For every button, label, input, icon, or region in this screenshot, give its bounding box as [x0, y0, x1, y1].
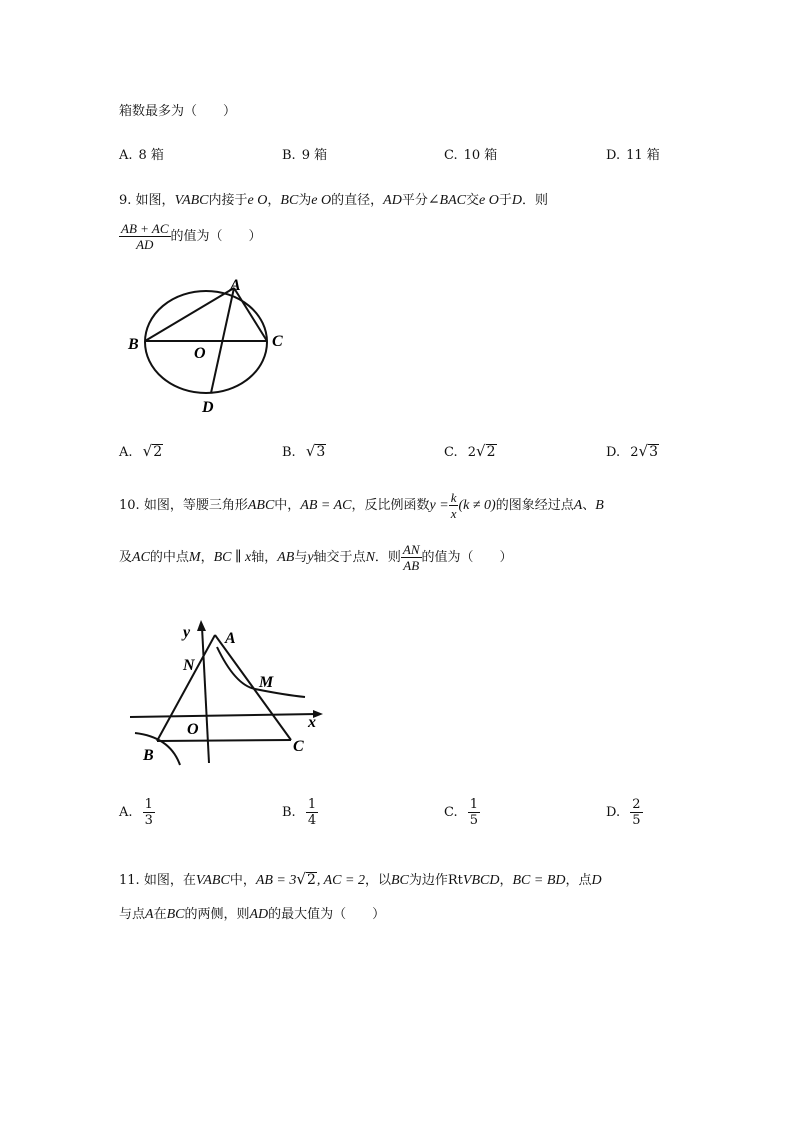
- fraction-denominator: x: [450, 506, 457, 521]
- text: ，反比例函数: [351, 498, 430, 513]
- math: AB = 3: [255, 873, 297, 888]
- label-x: x: [308, 714, 316, 731]
- segment-ab: [145, 288, 234, 341]
- math: M: [188, 550, 201, 565]
- radicand: 3: [316, 444, 326, 460]
- label-y: y: [183, 624, 191, 641]
- q10-line-2: [119, 541, 513, 575]
- option-label: D.: [606, 445, 621, 460]
- sqrt: √3: [638, 442, 658, 460]
- fraction-denominator: AD: [136, 237, 154, 252]
- text: 平分: [401, 193, 428, 208]
- math: AC: [132, 550, 150, 565]
- math: D: [511, 193, 522, 208]
- text: ，以: [364, 873, 391, 888]
- text: 的最大值为（ ）: [268, 907, 386, 922]
- sqrt: √2: [476, 442, 496, 460]
- q11-line-2: [119, 907, 385, 923]
- math: ∠BAC: [427, 193, 466, 208]
- math: ABC: [247, 498, 275, 513]
- option-label: B.: [282, 805, 296, 820]
- fraction: [119, 221, 171, 252]
- segment-ac: [234, 288, 267, 341]
- option-label: A.: [119, 445, 133, 460]
- sqrt: √3: [305, 442, 326, 460]
- fraction-numerator: 1: [469, 797, 479, 812]
- fraction-denominator: 3: [144, 813, 153, 828]
- q8-option-a: [119, 148, 164, 164]
- text: ．则: [521, 193, 548, 208]
- q8-option-c: [444, 148, 497, 164]
- sqrt: √2: [296, 870, 316, 888]
- fraction: [401, 542, 422, 573]
- text: 与点: [119, 907, 146, 922]
- text: ，: [267, 193, 281, 208]
- hyperbola-branch-3: [135, 733, 180, 765]
- q9-option-a: [119, 443, 163, 461]
- text: 的两侧，则: [184, 907, 250, 922]
- q9-line-2: [119, 220, 262, 254]
- radicand: 2: [486, 444, 496, 460]
- math: y: [307, 550, 314, 565]
- text: ，: [200, 550, 214, 565]
- label-o: O: [194, 345, 206, 362]
- fraction: [143, 797, 155, 828]
- math: VBCD: [462, 873, 500, 888]
- text: 内接于: [208, 193, 248, 208]
- fraction-numerator: k: [450, 490, 457, 505]
- math: (k ≠ 0): [458, 498, 496, 513]
- text: 的图象经过点: [495, 498, 574, 513]
- q9-line-1: [119, 193, 548, 209]
- text: 中，: [229, 873, 256, 888]
- math: y =: [429, 498, 449, 513]
- text: 及: [119, 550, 133, 565]
- text: 为边作: [408, 873, 448, 888]
- math: N: [365, 550, 375, 565]
- math: BC: [390, 873, 409, 888]
- fraction-numerator: AB + AC: [121, 221, 169, 236]
- text: 中，: [274, 498, 301, 513]
- math: BC = BD: [512, 873, 566, 888]
- option-coef: 2: [630, 445, 639, 460]
- math: A: [145, 907, 154, 922]
- sqrt: √2: [142, 442, 163, 460]
- q9-option-d: [606, 443, 659, 461]
- math: Rt: [447, 873, 463, 888]
- text: 为: [298, 193, 312, 208]
- q10-option-a: [119, 796, 155, 830]
- math: BC ∥ x: [213, 550, 252, 565]
- fraction-k-over-x: [449, 490, 459, 521]
- text: 于: [498, 193, 512, 208]
- label-b: B: [143, 747, 154, 764]
- radicand: 3: [649, 444, 658, 460]
- text: ．则: [374, 550, 401, 565]
- math: VABC: [174, 193, 209, 208]
- option-label: A.: [119, 805, 133, 820]
- option-label: B.: [282, 148, 296, 163]
- q9-option-b: [282, 443, 326, 461]
- question-number: 11.: [119, 873, 140, 888]
- math: A: [573, 498, 583, 513]
- label-c: C: [293, 738, 304, 755]
- option-label: B.: [282, 445, 296, 460]
- label-c: C: [272, 333, 283, 350]
- label-a: A: [230, 277, 241, 294]
- option-text: 9 箱: [301, 148, 328, 163]
- option-coef: 2: [467, 445, 477, 460]
- text: ，点: [565, 873, 592, 888]
- q9-figure: [120, 270, 300, 420]
- label-a: A: [225, 630, 236, 647]
- math: , AC = 2: [316, 873, 365, 888]
- fraction-numerator: 2: [632, 797, 641, 812]
- option-text: 10 箱: [463, 148, 498, 163]
- q8-option-d: [606, 148, 660, 164]
- question-number: 10.: [119, 498, 140, 513]
- fraction-numerator: 1: [144, 797, 153, 812]
- text: 的值为（ ）: [170, 229, 262, 244]
- label-n: N: [183, 657, 195, 674]
- q8-option-b: [282, 148, 327, 164]
- q10-option-d: [606, 796, 643, 830]
- text: 交: [466, 193, 480, 208]
- fraction-denominator: 4: [307, 813, 317, 828]
- text: 、: [582, 498, 596, 513]
- text: 如图，在: [143, 873, 196, 888]
- y-axis-arrow: [197, 620, 206, 631]
- math: e O: [479, 193, 499, 208]
- option-text: 11 箱: [626, 148, 660, 163]
- x-axis: [130, 714, 317, 717]
- math: BC: [166, 907, 185, 922]
- fraction-denominator: AB: [403, 558, 420, 573]
- fraction-numerator: AN: [402, 542, 420, 557]
- text: 的中点: [149, 550, 189, 565]
- text: 轴交于点: [313, 550, 366, 565]
- radicand: 2: [153, 444, 163, 460]
- text: 如图，等腰三角形: [143, 498, 248, 513]
- math: e O: [311, 193, 332, 208]
- text: 在: [153, 907, 167, 922]
- question-number: 9.: [119, 193, 132, 208]
- math: VABC: [195, 873, 230, 888]
- math: D: [591, 873, 602, 888]
- q10-line-1: [119, 489, 604, 523]
- math: BC: [280, 193, 299, 208]
- option-label: C.: [444, 148, 458, 163]
- segment-bc: [157, 740, 291, 741]
- text: 轴，: [251, 550, 278, 565]
- label-b: B: [128, 336, 139, 353]
- fraction: [306, 797, 318, 828]
- text: ，: [499, 873, 513, 888]
- text: 与: [294, 550, 308, 565]
- label-d: D: [202, 399, 214, 416]
- fraction-denominator: 5: [632, 813, 641, 828]
- math: e O: [247, 193, 268, 208]
- fraction-denominator: 5: [469, 813, 479, 828]
- math: AD: [249, 907, 269, 922]
- math: AD: [383, 193, 402, 208]
- fraction: [630, 797, 642, 828]
- q8-tail: 箱数最多为（ ）: [119, 104, 237, 119]
- label-o: O: [187, 721, 199, 738]
- option-label: D.: [606, 148, 621, 163]
- option-label: C.: [444, 445, 458, 460]
- label-m: M: [259, 674, 274, 691]
- q10-figure: [125, 615, 335, 770]
- q10-option-c: [444, 796, 480, 830]
- fraction: [468, 797, 480, 828]
- math: AB = AC: [300, 498, 352, 513]
- text: 的值为（ ）: [421, 550, 513, 565]
- text: 如图，: [135, 193, 175, 208]
- radicand: 2: [306, 872, 316, 888]
- q10-option-b: [282, 796, 318, 830]
- math: AB: [277, 550, 295, 565]
- q9-option-c: [444, 443, 497, 461]
- fraction-numerator: 1: [307, 797, 317, 812]
- q11-line-1: [119, 871, 602, 889]
- math: B: [595, 498, 604, 513]
- option-label: A.: [119, 148, 133, 163]
- option-label: D.: [606, 805, 621, 820]
- option-label: C.: [444, 805, 458, 820]
- option-text: 8 箱: [138, 148, 164, 163]
- text: 的直径，: [331, 193, 384, 208]
